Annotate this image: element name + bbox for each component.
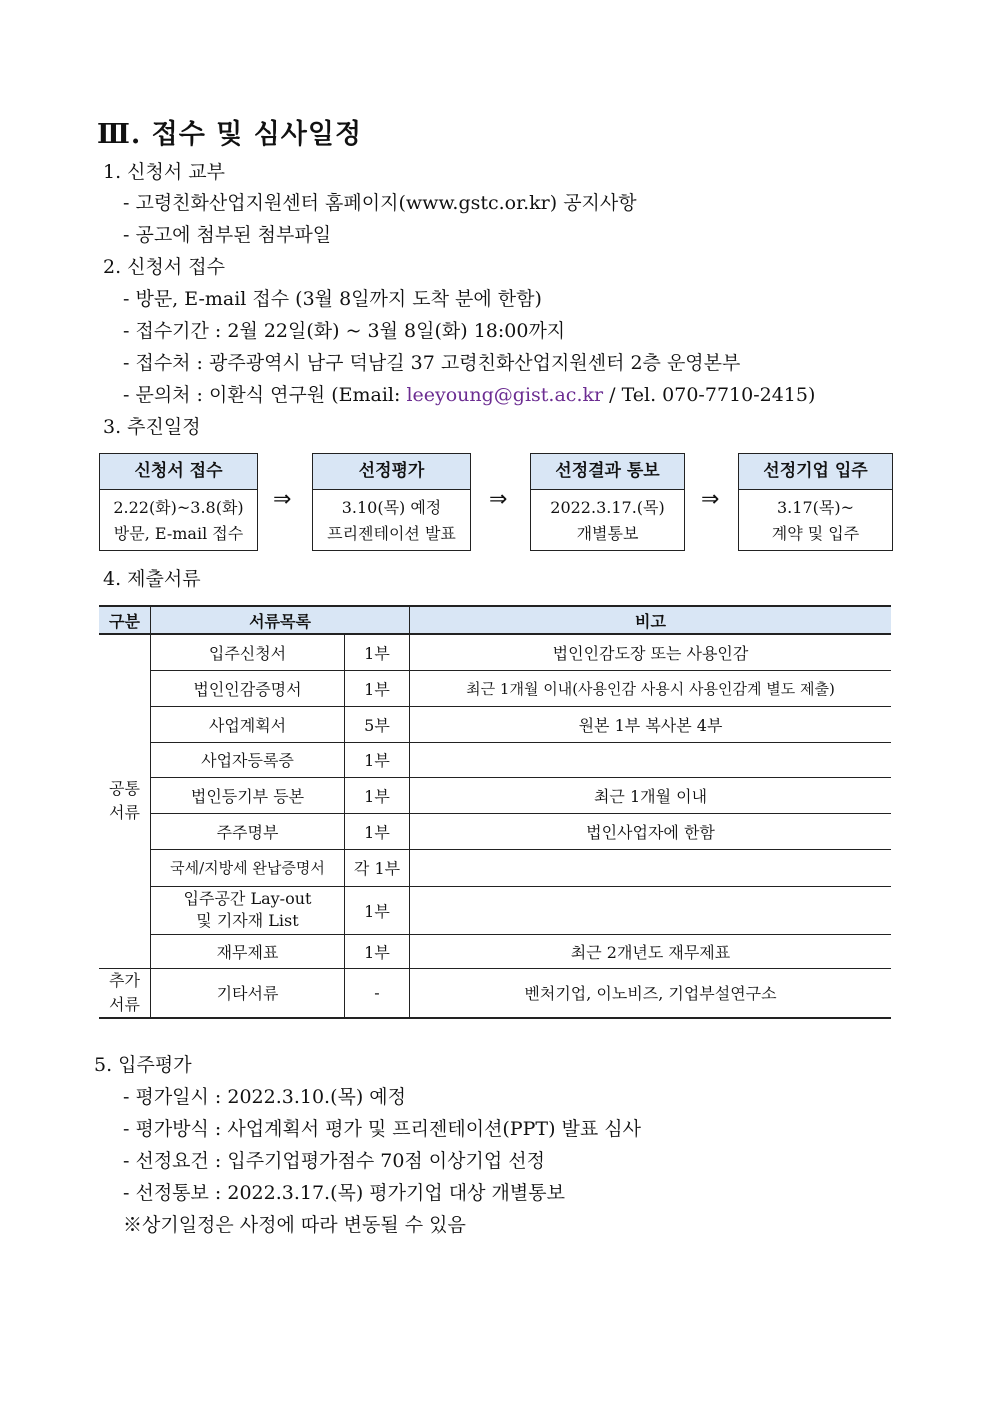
doc-name: 사업계획서	[151, 706, 345, 742]
schedule-step-move-in	[738, 453, 893, 551]
doc-name: 국세/지방세 완납증명서	[151, 849, 345, 886]
doc-name: 법인인감증명서	[151, 670, 345, 706]
step-detail: 계약 및 입주	[771, 524, 860, 543]
doc-name: 사업자등록증	[151, 742, 345, 777]
heading-documents: 4. 제출서류	[103, 568, 201, 590]
group-common-docs: 공통 서류	[99, 634, 151, 968]
doc-remark: 최근 2개년도 재무제표	[410, 934, 892, 968]
doc-count: 1부	[345, 670, 410, 706]
bullet-eval-date: - 평가일시 : 2022.3.10.(목) 예정	[123, 1086, 407, 1108]
table-row	[99, 670, 891, 706]
schedule-change-note: ※상기일정은 사정에 따라 변동될 수 있음	[123, 1214, 466, 1236]
doc-count: 1부	[345, 777, 410, 813]
right-arrow-icon: ⇒	[701, 487, 720, 512]
doc-count: 1부	[345, 813, 410, 849]
step-title: 신청서 접수	[100, 454, 257, 490]
doc-name: 주주명부	[151, 813, 345, 849]
right-arrow-icon: ⇒	[489, 487, 508, 512]
doc-remark	[410, 849, 892, 886]
doc-count: 1부	[345, 634, 410, 670]
table-row	[99, 742, 891, 777]
doc-remark: 최근 1개월 이내(사용인감 사용시 사용인감계 별도 제출)	[410, 670, 892, 706]
doc-name: 기타서류	[151, 968, 345, 1018]
bullet-eval-method: - 평가방식 : 사업계획서 평가 및 프리젠테이션(PPT) 발표 심사	[123, 1118, 641, 1140]
heading-move-in-evaluation: 5. 입주평가	[94, 1054, 192, 1076]
doc-remark: 법인인감도장 또는 사용인감	[410, 634, 892, 670]
heading-application-distribution: 1. 신청서 교부	[103, 161, 225, 183]
contact-suffix: / Tel. 070-7710-2415)	[603, 384, 816, 406]
bullet-eval-criteria: - 선정요건 : 입주기업평가점수 70점 이상기업 선정	[123, 1150, 545, 1172]
step-title: 선정결과 통보	[531, 454, 684, 490]
table-row	[99, 634, 891, 670]
table-row	[99, 934, 891, 968]
schedule-step-result	[530, 453, 685, 551]
schedule-step-application	[99, 453, 258, 551]
header-category: 구분	[99, 606, 151, 634]
bullet-homepage-notice: - 고령친화산업지원센터 홈페이지(www.gstc.or.kr) 공지사항	[123, 192, 637, 214]
step-detail: 방문, E-mail 접수	[113, 524, 244, 543]
contact-prefix: - 문의처 : 이환식 연구원 (Email:	[123, 384, 407, 406]
doc-count: 5부	[345, 706, 410, 742]
doc-count: 각 1부	[345, 849, 410, 886]
doc-remark	[410, 742, 892, 777]
step-detail: 2022.3.17.(목)	[550, 498, 665, 517]
doc-remark: 최근 1개월 이내	[410, 777, 892, 813]
bullet-contact	[123, 383, 815, 407]
section-title: Ⅲ. 접수 및 심사일정	[97, 119, 363, 150]
step-title: 선정기업 입주	[739, 454, 892, 490]
heading-schedule: 3. 추진일정	[103, 416, 201, 438]
table-row	[99, 886, 891, 934]
bullet-receipt-place: - 접수처 : 광주광역시 남구 덕남길 37 고령친화산업지원센터 2층 운영본부	[123, 352, 741, 374]
bullet-eval-notice: - 선정통보 : 2022.3.17.(목) 평가기업 대상 개별통보	[123, 1182, 565, 1204]
doc-name: 입주신청서	[151, 634, 345, 670]
step-detail: 2.22(화)~3.8(화)	[113, 498, 244, 517]
doc-remark	[410, 886, 892, 934]
doc-count: -	[345, 968, 410, 1018]
table-row	[99, 706, 891, 742]
doc-remark: 원본 1부 복사본 4부	[410, 706, 892, 742]
group-extra-docs: 추가 서류	[99, 968, 151, 1018]
bullet-receipt-method: - 방문, E-mail 접수 (3월 8일까지 도착 분에 한함)	[123, 288, 542, 310]
table-row	[99, 849, 891, 886]
doc-name: 입주공간 Lay-out 및 기자재 List	[151, 886, 345, 934]
doc-count: 1부	[345, 934, 410, 968]
documents-table	[99, 605, 891, 1019]
schedule-step-evaluation	[312, 453, 471, 551]
table-row	[99, 968, 891, 1018]
table-header-row	[99, 606, 891, 634]
step-title: 선정평가	[313, 454, 470, 490]
doc-count: 1부	[345, 886, 410, 934]
step-detail: 개별통보	[576, 524, 639, 543]
doc-count: 1부	[345, 742, 410, 777]
heading-application-receipt: 2. 신청서 접수	[103, 256, 225, 278]
contact-email-link[interactable]: leeyoung@gist.ac.kr	[406, 384, 604, 406]
header-documents: 서류목록	[151, 606, 410, 634]
table-row	[99, 777, 891, 813]
doc-remark: 벤처기업, 이노비즈, 기업부설연구소	[410, 968, 892, 1018]
step-detail: 3.10(목) 예정	[341, 498, 442, 517]
doc-remark: 법인사업자에 한함	[410, 813, 892, 849]
bullet-attachment: - 공고에 첨부된 첨부파일	[123, 224, 332, 246]
doc-name: 법인등기부 등본	[151, 777, 345, 813]
header-remarks: 비고	[410, 606, 892, 634]
step-detail: 3.17(목)~	[777, 498, 854, 517]
table-row	[99, 813, 891, 849]
doc-name: 재무제표	[151, 934, 345, 968]
right-arrow-icon: ⇒	[273, 487, 292, 512]
bullet-receipt-period: - 접수기간 : 2월 22일(화) ~ 3월 8일(화) 18:00까지	[123, 320, 566, 342]
step-detail: 프리젠테이션 발표	[327, 524, 456, 543]
